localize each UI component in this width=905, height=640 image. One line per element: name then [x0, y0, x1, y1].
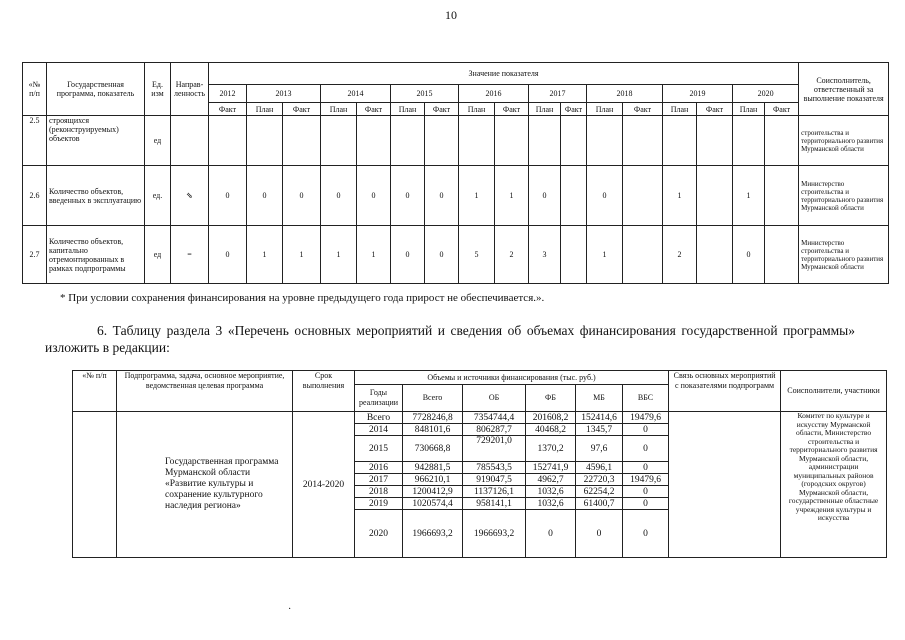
t1-plan: План [459, 103, 495, 116]
t1-cell: 0 [247, 166, 283, 226]
t1-cell [765, 116, 799, 166]
t2-year: 2019 [355, 498, 403, 510]
t2-header-link: Связь основных мероприятий с показателями подпрограмм [669, 371, 781, 412]
t2-program-name: Государственная программа Мурманской области «Развитие культуры и сохранение культурного наследия региона» [117, 412, 293, 558]
t2-total: 730668,8 [403, 436, 463, 462]
t1-cell: 1 [283, 226, 321, 284]
t2-mb: 22720,3 [576, 474, 623, 486]
t2-fb: 201608,2 [526, 412, 576, 424]
t1-cell: 0 [321, 166, 357, 226]
instruction-paragraph [45, 322, 855, 356]
t1-fact: Факт [495, 103, 529, 116]
t1-row-direction: = [171, 226, 209, 284]
t1-plan: План [391, 103, 425, 116]
t1-cell [765, 166, 799, 226]
t1-cell [623, 116, 663, 166]
t2-total: 942881,5 [403, 462, 463, 474]
t2-vbs: 0 [623, 424, 669, 436]
t2-ob: 7354744,4 [463, 412, 526, 424]
t1-plan: План [587, 103, 623, 116]
t2-vbs: 19479,6 [623, 412, 669, 424]
t1-cell: 0 [425, 226, 459, 284]
t2-fb: 1370,2 [526, 436, 576, 462]
t2-vbs: 0 [623, 498, 669, 510]
t1-cell [561, 226, 587, 284]
t2-header-years: Годы реализации [355, 385, 403, 412]
t1-cell [697, 226, 733, 284]
t2-fb: 1032,6 [526, 486, 576, 498]
t2-year: 2016 [355, 462, 403, 474]
t2-term: 2014-2020 [293, 412, 355, 558]
t2-coexec: Комитет по культуре и искусству Мурманской области, Министерство строительства и территориального развития Мурманской области, администрации муниципальных районов (городских округов) Мурманской области, государственные областные учреждения культуры и искусства [781, 412, 887, 558]
t1-row-name: Количество объектов, капитально отремонтированных в рамках подпрограммы [47, 226, 145, 284]
t2-total: 1200412,9 [403, 486, 463, 498]
t1-cell: 1 [733, 166, 765, 226]
t1-cell: 0 [209, 166, 247, 226]
paragraph-text: 6. Таблицу раздела 3 «Перечень основных мероприятий и сведения об объемах финансирования государственной программы» изложить в редакции: [45, 323, 855, 355]
t2-header-fin-group: Объемы и источники финансирования (тыс. руб.) [355, 371, 669, 385]
t1-year: 2015 [391, 85, 459, 103]
t1-cell [529, 116, 561, 166]
page-number: 10 [445, 8, 457, 22]
footnote: * При условии сохранения финансирования на уровне предыдущего года прирост не обеспечивается.». [60, 292, 545, 304]
t1-cell: 0 [425, 166, 459, 226]
t1-cell [283, 116, 321, 166]
t1-cell [357, 116, 391, 166]
t1-plan: План [529, 103, 561, 116]
t2-total: 966210,1 [403, 474, 463, 486]
t1-cell: 2 [663, 226, 697, 284]
t2-header-coexec: Соисполнители, участники [781, 371, 887, 412]
t2-fb: 152741,9 [526, 462, 576, 474]
t2-mb: 1345,7 [576, 424, 623, 436]
t1-cell: 0 [283, 166, 321, 226]
t2-total: 848101,6 [403, 424, 463, 436]
t1-fact: Факт [697, 103, 733, 116]
t2-year: 2018 [355, 486, 403, 498]
t1-header-num: «№ п/п [23, 63, 47, 116]
t1-year: 2018 [587, 85, 663, 103]
t2-year: 2015 [355, 436, 403, 462]
t2-year: 2020 [355, 510, 403, 558]
t2-fb: 1032,6 [526, 498, 576, 510]
t1-cell: 1 [247, 226, 283, 284]
t2-ob: 785543,5 [463, 462, 526, 474]
t2-mb: 61400,7 [576, 498, 623, 510]
t1-cell: 1 [587, 226, 623, 284]
financing-table [72, 370, 887, 558]
t1-cell: 0 [209, 226, 247, 284]
t2-vbs: 0 [623, 462, 669, 474]
t1-cell [587, 116, 623, 166]
t2-total: 7728246,8 [403, 412, 463, 424]
t1-header-value-group: Значение показателя [209, 63, 799, 85]
t1-header-coexec: Соисполнитель, ответственный за выполнение показателя [799, 63, 889, 116]
t1-cell [561, 116, 587, 166]
t2-header-ob: ОБ [463, 385, 526, 412]
t1-cell: 0 [357, 166, 391, 226]
t1-row-direction [171, 116, 209, 166]
t1-fact: Факт [765, 103, 799, 116]
t1-cell [623, 166, 663, 226]
t1-fact: Факт [561, 103, 587, 116]
t1-plan: План [247, 103, 283, 116]
t1-year: 2019 [663, 85, 733, 103]
t1-header-direction: Направ-ленность [171, 63, 209, 116]
t1-header-program: Государственная программа, показатель [47, 63, 145, 116]
t2-ob: 1137126,1 [463, 486, 526, 498]
t1-cell [459, 116, 495, 166]
t1-cell [733, 116, 765, 166]
t2-mb: 97,6 [576, 436, 623, 462]
t2-header-total: Всего [403, 385, 463, 412]
t2-mb: 62254,2 [576, 486, 623, 498]
t1-fact: Факт [283, 103, 321, 116]
t1-cell: 0 [391, 226, 425, 284]
t2-header-fb: ФБ [526, 385, 576, 412]
t1-cell [321, 116, 357, 166]
t1-cell [247, 116, 283, 166]
t1-cell: 0 [587, 166, 623, 226]
t1-year: 2017 [529, 85, 587, 103]
t1-row-direction: ⇘ [171, 166, 209, 226]
t1-cell [209, 116, 247, 166]
t1-cell [495, 116, 529, 166]
t2-vbs: 19479,6 [623, 474, 669, 486]
t1-cell: 1 [321, 226, 357, 284]
t2-link-cell [669, 412, 781, 558]
t1-plan: План [663, 103, 697, 116]
t1-cell: 1 [495, 166, 529, 226]
t2-vbs: 0 [623, 436, 669, 462]
t1-row-num: 2.6 [23, 166, 47, 226]
t2-vbs: 0 [623, 486, 669, 498]
t2-year: 2017 [355, 474, 403, 486]
t2-fb: 4962,7 [526, 474, 576, 486]
t1-row-num: 2.5 [23, 116, 47, 166]
t2-ob: 729201,0 [463, 436, 526, 462]
t1-fact: Факт [209, 103, 247, 116]
indicators-table [22, 62, 889, 284]
t1-plan: План [321, 103, 357, 116]
t1-fact: Факт [623, 103, 663, 116]
t1-cell [561, 166, 587, 226]
t1-cell: 0 [391, 166, 425, 226]
t2-ob: 958141,1 [463, 498, 526, 510]
t2-ob: 919047,5 [463, 474, 526, 486]
t1-cell [697, 116, 733, 166]
t1-year: 2016 [459, 85, 529, 103]
t1-cell: 1 [459, 166, 495, 226]
t1-year: 2012 [209, 85, 247, 103]
t1-cell: 1 [357, 226, 391, 284]
t1-row-unit: ед [145, 116, 171, 166]
t1-fact: Факт [425, 103, 459, 116]
t1-cell: 5 [459, 226, 495, 284]
t1-cell [425, 116, 459, 166]
t2-year: Всего [355, 412, 403, 424]
t2-total: 1966693,2 [403, 510, 463, 558]
t2-mb: 0 [576, 510, 623, 558]
t2-header-mb: МБ [576, 385, 623, 412]
t1-row-num: 2.7 [23, 226, 47, 284]
t2-mb: 4596,1 [576, 462, 623, 474]
t1-cell: 2 [495, 226, 529, 284]
t1-cell: 1 [663, 166, 697, 226]
t2-year: 2014 [355, 424, 403, 436]
t1-cell [765, 226, 799, 284]
t1-row-coexec: Министерство строительства и территориального развития Мурманской области [799, 166, 889, 226]
t2-fb: 40468,2 [526, 424, 576, 436]
t1-cell: 0 [529, 166, 561, 226]
t1-cell: 0 [733, 226, 765, 284]
t2-fb: 0 [526, 510, 576, 558]
t2-total: 1020574,4 [403, 498, 463, 510]
t1-row-coexec: Министерство строительства и территориального развития Мурманской области [799, 226, 889, 284]
t1-plan: План [733, 103, 765, 116]
t2-vbs: 0 [623, 510, 669, 558]
t2-ob: 1966693,2 [463, 510, 526, 558]
t2-header-num: «№ п/п [73, 371, 117, 412]
t2-header-term: Срок выполнения [293, 371, 355, 412]
t1-year: 2020 [733, 85, 799, 103]
t1-fact: Факт [357, 103, 391, 116]
t1-header-unit: Ед. изм [145, 63, 171, 116]
t1-row-name: строящихся (реконструируемых) объектов [47, 116, 145, 166]
t2-header-vbs: ВБС [623, 385, 669, 412]
t1-row-name: Количество объектов, введенных в эксплуатацию [47, 166, 145, 226]
t1-cell [697, 166, 733, 226]
stray-mark: · [288, 604, 292, 615]
t2-num-cell [73, 412, 117, 558]
t2-mb: 152414,6 [576, 412, 623, 424]
t1-cell [663, 116, 697, 166]
t1-year: 2013 [247, 85, 321, 103]
t1-row-unit: ед. [145, 166, 171, 226]
t1-cell [623, 226, 663, 284]
t1-cell [391, 116, 425, 166]
t1-row-unit: ед [145, 226, 171, 284]
t1-row-coexec: строительства и территориального развития Мурманской области [799, 116, 889, 166]
t2-header-program: Подпрограмма, задача, основное мероприятие, ведомственная целевая программа [117, 371, 293, 412]
t1-cell: 3 [529, 226, 561, 284]
t2-ob: 806287,7 [463, 424, 526, 436]
t1-year: 2014 [321, 85, 391, 103]
